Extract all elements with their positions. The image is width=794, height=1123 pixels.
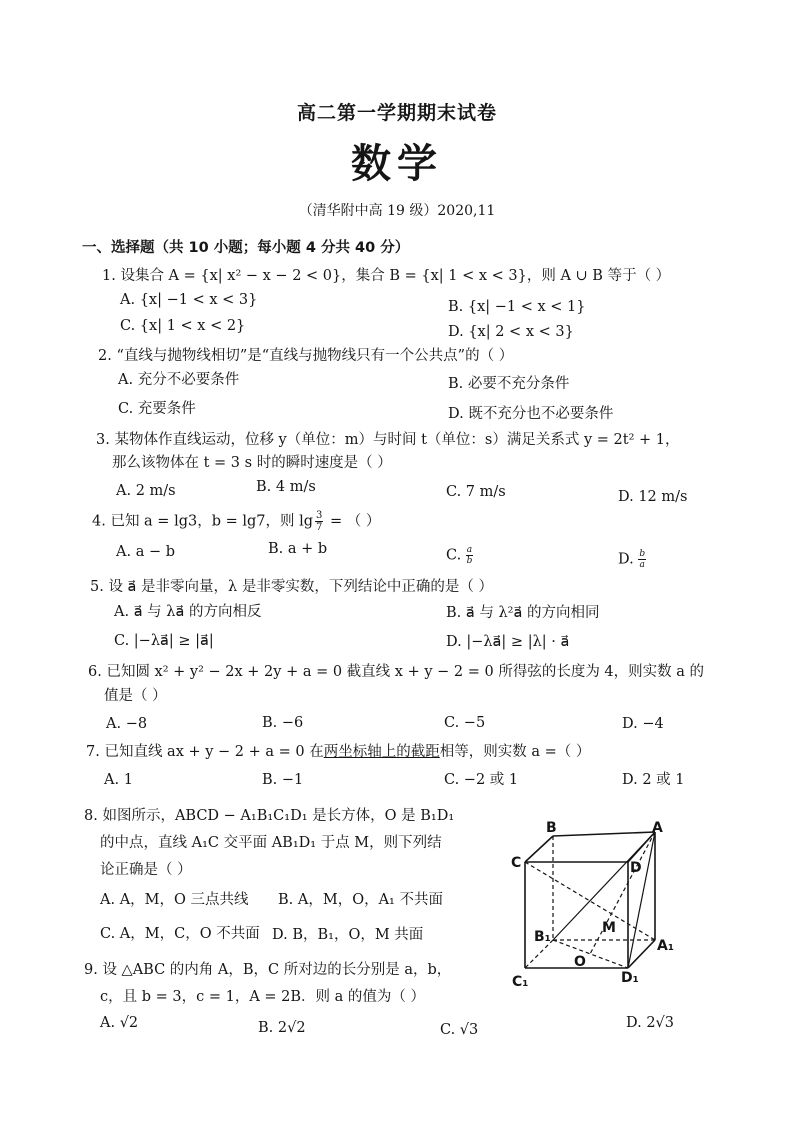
q4-stem [92, 510, 380, 533]
line-a-o [590, 832, 655, 954]
line-a-d1 [628, 832, 655, 968]
doc-title: 高二第一学期期末试卷 [296, 102, 497, 124]
q4-option-c-fraction [466, 545, 473, 566]
q6-option-d: D. −4 [622, 716, 664, 732]
q4-fraction [315, 510, 323, 533]
q9-option-c: C. √3 [440, 1022, 479, 1038]
q2-stem: 2. “直线与抛物线相切”是“直线与抛物线只有一个公共点”的（ ） [98, 348, 514, 364]
q7-option-b: B. −1 [262, 772, 304, 788]
q1-option-c: C. {x| 1 < x < 2} [120, 318, 246, 334]
q7-option-c: C. −2 或 1 [444, 772, 519, 788]
label-c: C [511, 855, 522, 871]
q7-stem-b: 相等，则实数 a =（ ） [439, 744, 591, 760]
q9-option-b: B. 2√2 [258, 1020, 306, 1036]
q9-option-d: D. 2√3 [626, 1015, 675, 1031]
q4-option-a: A. a − b [116, 544, 175, 560]
q8-stem-line3: 论正确是（ ） [100, 862, 192, 878]
q3-stem-line1: 3. 某物体作直线运动，位移 y（单位：m）与时间 t（单位：s）满足关系式 y = 2t² + 1， [96, 432, 680, 448]
q5-option-c: C. |−λa⃗| ≥ |a⃗| [114, 633, 214, 649]
q4-fraction-num: 3 [316, 510, 323, 521]
label-o: O [574, 954, 586, 970]
q3-option-b: B. 4 m/s [256, 479, 316, 495]
q6-option-a: A. −8 [106, 716, 148, 732]
label-b: B [546, 820, 557, 836]
q2-option-c: C. 充要条件 [118, 401, 196, 417]
q7-stem [86, 742, 590, 762]
q4-stem-tail: = （ ） [325, 513, 381, 530]
q2-option-a: A. 充分不必要条件 [118, 372, 240, 388]
q4-option-d-num: b [639, 549, 646, 559]
q6-stem-line1: 6. 已知圆 x² + y² − 2x + 2y + a = 0 截直线 x + y − 2 = 0 所得弦的长度为 4，则实数 a 的 [88, 664, 705, 680]
q7-stem-underlined: 两坐标轴上的截距 [323, 744, 440, 760]
q8-option-b: B. A，M，O，A₁ 不共面 [278, 892, 443, 908]
q9-option-a: A. √2 [100, 1015, 139, 1031]
q8-stem-line1: 8. 如图所示，ABCD − A₁B₁C₁D₁ 是长方体，O 是 B₁D₁ [84, 808, 455, 824]
q6-stem-line2: 值是（ ） [104, 688, 167, 704]
q4-option-c-den: b [466, 556, 473, 566]
q6-option-b: B. −6 [262, 715, 304, 731]
section-heading: 一、选择题（共 10 小题；每小题 4 分共 40 分） [82, 240, 410, 256]
cuboid-figure [505, 818, 695, 993]
edge-c-b [525, 836, 553, 862]
q1-option-b: B. {x| −1 < x < 1} [448, 299, 586, 315]
label-b1: B₁ [534, 929, 551, 945]
q2-option-d: D. 既不充分也不必要条件 [448, 406, 614, 422]
q8-option-c: C. A，M，C，O 不共面 [100, 926, 260, 942]
q9-stem-line1: 9. 设 △ABC 的内角 A，B，C 所对边的长分别是 a，b， [84, 962, 452, 978]
q6-option-c: C. −5 [444, 715, 486, 731]
subject-title: 数学 [351, 141, 443, 187]
q7-option-d: D. 2 或 1 [622, 772, 685, 788]
q3-option-c: C. 7 m/s [446, 484, 506, 500]
q2-option-b: B. 必要不充分条件 [448, 376, 570, 392]
q7-stem-a: 7. 已知直线 ax + y − 2 + a = 0 在 [86, 744, 324, 760]
q5-stem: 5. 设 a⃗ 是非零向量，λ 是非零实数，下列结论中正确的是（ ） [90, 579, 493, 595]
q1-option-d: D. {x| 2 < x < 3} [448, 324, 574, 340]
q5-option-d: D. |−λa⃗| ≥ |λ| · a⃗ [446, 634, 570, 650]
line-b1-d1 [553, 940, 628, 968]
q5-option-b: B. a⃗ 与 λ²a⃗ 的方向相同 [446, 605, 600, 621]
q9-stem-line2: c，且 b = 3，c = 1，A = 2B．则 a 的值为（ ） [100, 989, 426, 1005]
q4-option-c-num: a [466, 545, 473, 555]
q4-option-d-fraction [638, 549, 646, 570]
q4-stem-text: 4. 已知 a = lg3，b = lg7，则 lg [92, 513, 314, 530]
q3-option-d: D. 12 m/s [618, 489, 688, 505]
q3-stem-line2: 那么该物体在 t = 3 s 时的瞬时速度是（ ） [112, 455, 392, 471]
edge-d1-a1 [628, 940, 655, 968]
q4-option-c [446, 545, 473, 566]
q7-option-a: A. 1 [104, 772, 133, 788]
q8-option-d: D. B，B₁，O，M 共面 [272, 927, 424, 943]
q4-option-c-label: C. [446, 547, 466, 564]
label-d1: D₁ [621, 970, 639, 986]
q4-option-d-label: D. [618, 551, 639, 568]
q5-option-a: A. a⃗ 与 λa⃗ 的方向相反 [114, 604, 262, 620]
q8-stem-line2: 的中点，直线 A₁C 交平面 AB₁D₁ 于点 M，则下列结 [100, 835, 442, 851]
q4-fraction-den: 7 [316, 522, 323, 533]
q4-option-d [618, 549, 646, 570]
label-m: M [602, 920, 616, 936]
exam-source: （清华附中高 19 级）2020,11 [298, 203, 496, 219]
q8-option-a: A. A，M，O 三点共线 [100, 892, 249, 908]
q1-stem: 1. 设集合 A = {x| x² − x − 2 < 0}，集合 B = {x| 1 < x < 3}，则 A ∪ B 等于（ ） [102, 268, 671, 284]
label-a: A [652, 820, 663, 836]
label-d: D [630, 860, 642, 876]
label-a1: A₁ [657, 938, 674, 954]
edge-b-a [553, 832, 655, 836]
q1-option-a: A. {x| −1 < x < 3} [120, 292, 258, 308]
label-c1: C₁ [512, 974, 529, 990]
q3-option-a: A. 2 m/s [116, 483, 176, 499]
q4-option-d-den: a [639, 560, 645, 570]
q4-option-b: B. a + b [268, 541, 328, 557]
